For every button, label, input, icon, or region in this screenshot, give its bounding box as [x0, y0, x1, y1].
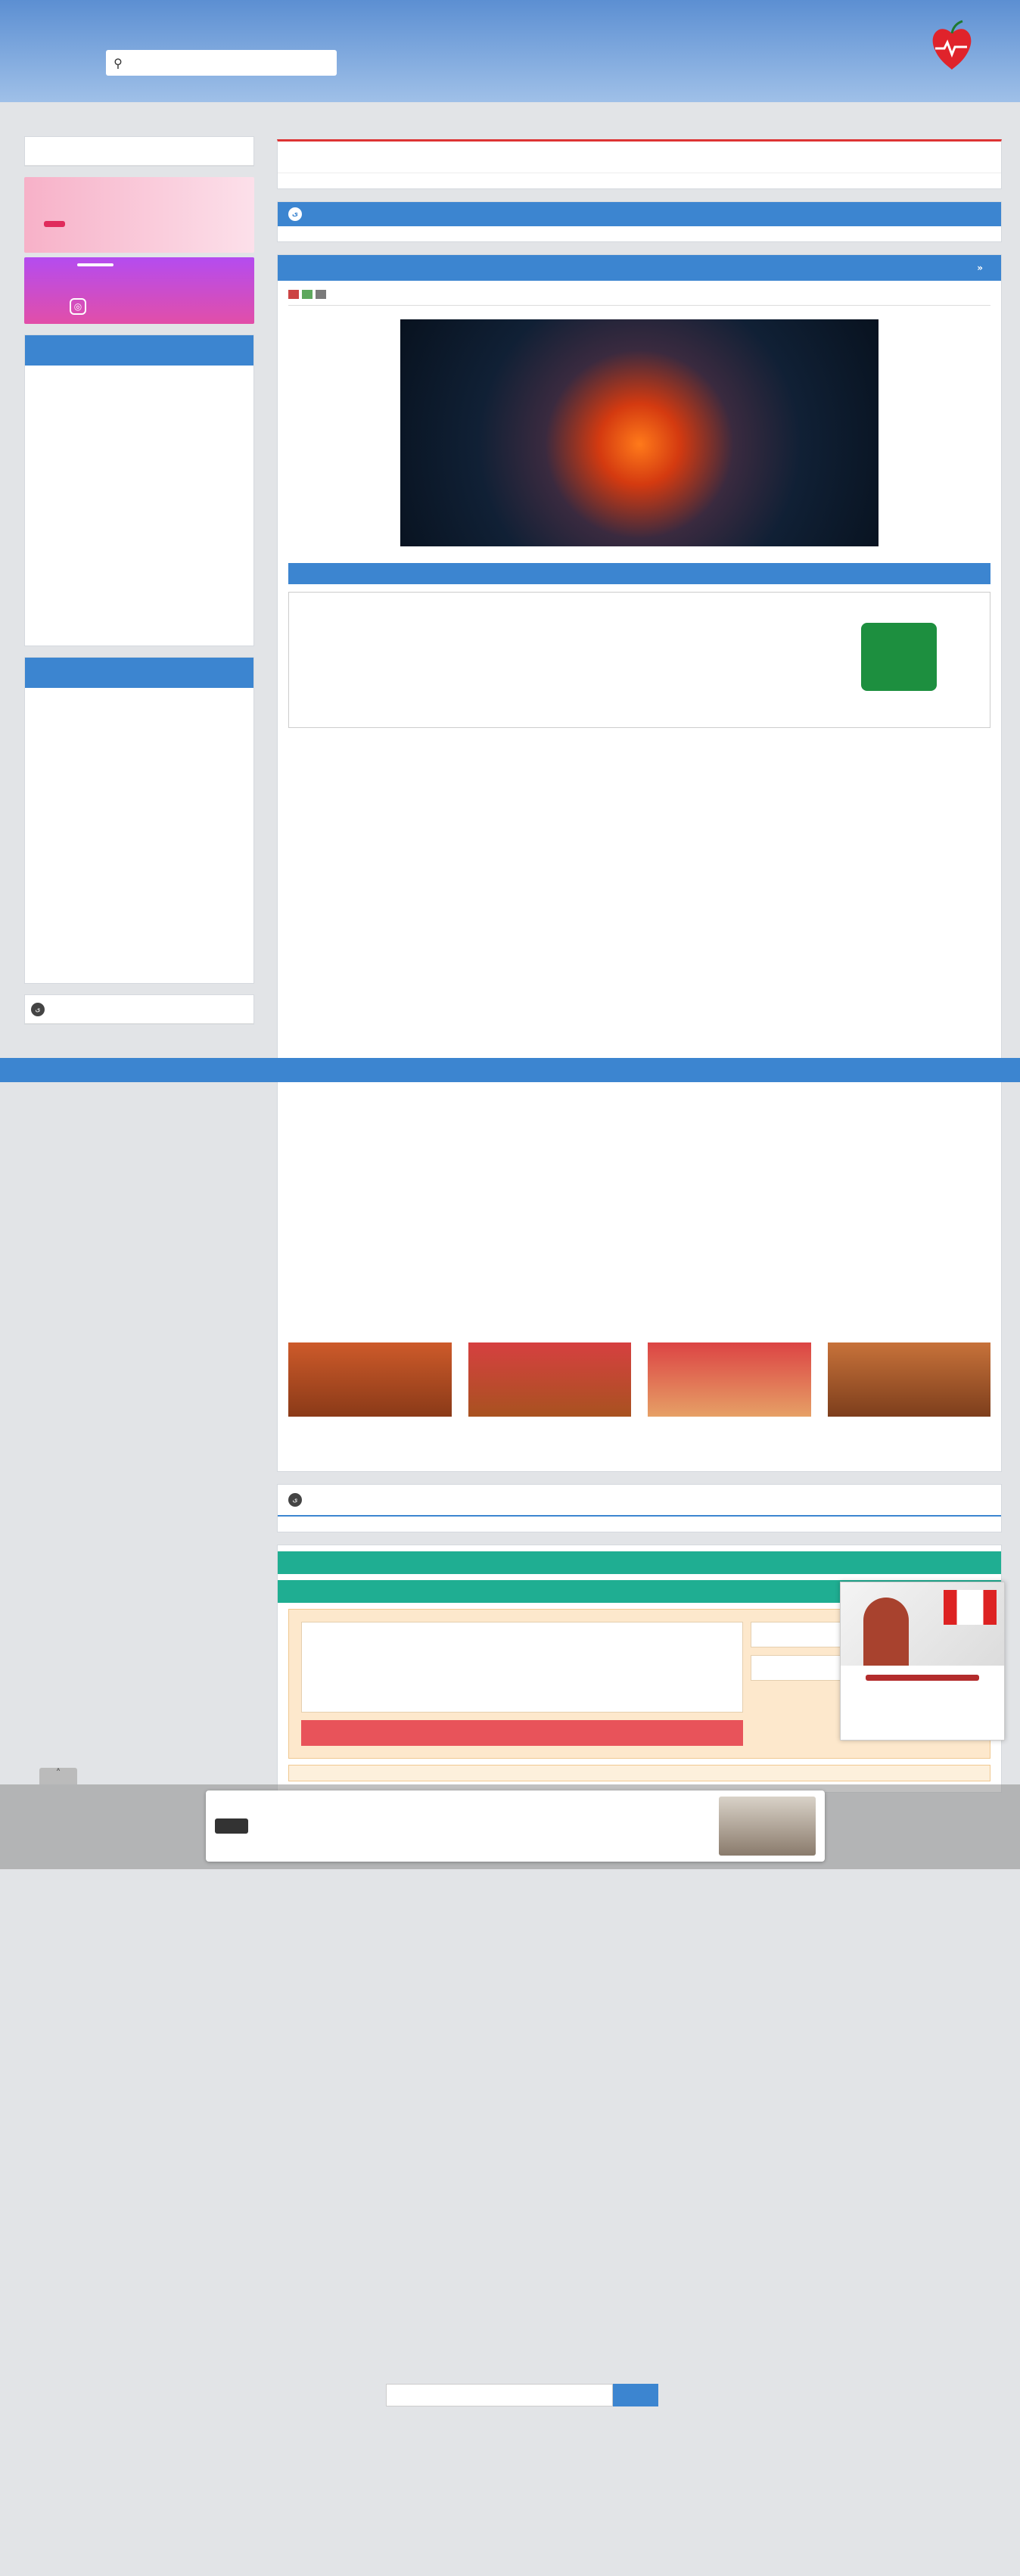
food-ad[interactable]	[288, 1342, 452, 1417]
pdf-icon[interactable]	[288, 290, 299, 299]
yektanet-icon[interactable]: ی	[31, 1003, 45, 1016]
popular-box	[24, 334, 254, 646]
sidebar-rec2-box	[24, 994, 254, 1025]
site-footer	[333, 2376, 711, 2414]
search-icon[interactable]: ⚲	[114, 55, 123, 70]
popup-person	[863, 1598, 909, 1666]
article-meta	[288, 290, 990, 306]
site-logo[interactable]	[763, 15, 975, 83]
article-lead	[288, 563, 990, 584]
ad-banner-karafarini[interactable]	[288, 592, 990, 728]
site-header	[0, 0, 1020, 102]
food-ad[interactable]	[828, 1342, 991, 1417]
comment-rules	[288, 1765, 990, 1781]
yektanet-icon[interactable]: ی	[288, 207, 302, 221]
chevron-left-icon: «	[977, 263, 983, 273]
popular-title	[25, 335, 253, 366]
sticky-ad-overlay	[0, 1768, 1020, 1869]
apple-heart-icon	[929, 20, 975, 73]
latest-title	[25, 658, 253, 688]
sticky-ad-view-button[interactable]	[215, 1818, 248, 1834]
print-icon[interactable]	[316, 290, 326, 299]
newsletter-submit-button[interactable]	[613, 2384, 658, 2406]
food-ad[interactable]	[648, 1342, 811, 1417]
immigration-popup[interactable]	[840, 1582, 1005, 1741]
related-title	[278, 1551, 1001, 1574]
web-rec-box	[277, 201, 1002, 242]
breadcrumb	[278, 255, 1001, 281]
article-body	[288, 736, 990, 1326]
popup-cta-button[interactable]	[866, 1675, 979, 1681]
ad-behdasht-instagram[interactable]	[24, 257, 254, 324]
sidebar-rec-box	[24, 136, 254, 166]
food-ads-strip	[278, 1335, 1001, 1418]
banner-briefcase-icon	[861, 623, 937, 691]
instagram-icon: ◎	[70, 298, 86, 315]
ad-click-label	[77, 263, 114, 266]
main-content	[277, 139, 1002, 1805]
submit-comment-button[interactable]	[301, 1720, 743, 1746]
article-image-colon	[400, 319, 879, 546]
search-input[interactable]	[130, 50, 337, 76]
main-nav	[0, 1058, 1020, 1082]
web-rec2-box	[277, 1484, 1002, 1532]
chevron-up-icon[interactable]: ˄	[39, 1768, 77, 1784]
comment-textarea[interactable]	[301, 1622, 743, 1713]
canada-flag-icon	[944, 1590, 997, 1625]
food-ad[interactable]	[468, 1342, 632, 1417]
article-box	[277, 254, 1002, 1472]
sticky-ad-thumb	[719, 1797, 816, 1856]
sidebar	[24, 136, 254, 1035]
popup-text	[841, 1666, 1004, 1675]
newsletter-input[interactable]	[386, 2384, 613, 2406]
latest-box	[24, 657, 254, 984]
popup-image	[841, 1582, 1004, 1666]
sticky-ad-card[interactable]	[206, 1790, 825, 1862]
ad-talar-line2	[44, 221, 65, 227]
share-icon[interactable]	[302, 290, 313, 299]
search-box	[106, 50, 337, 76]
ad-talarkadeh[interactable]	[24, 177, 254, 253]
main-rec-box	[277, 139, 1002, 189]
yektanet-icon[interactable]: ی	[288, 1493, 302, 1507]
